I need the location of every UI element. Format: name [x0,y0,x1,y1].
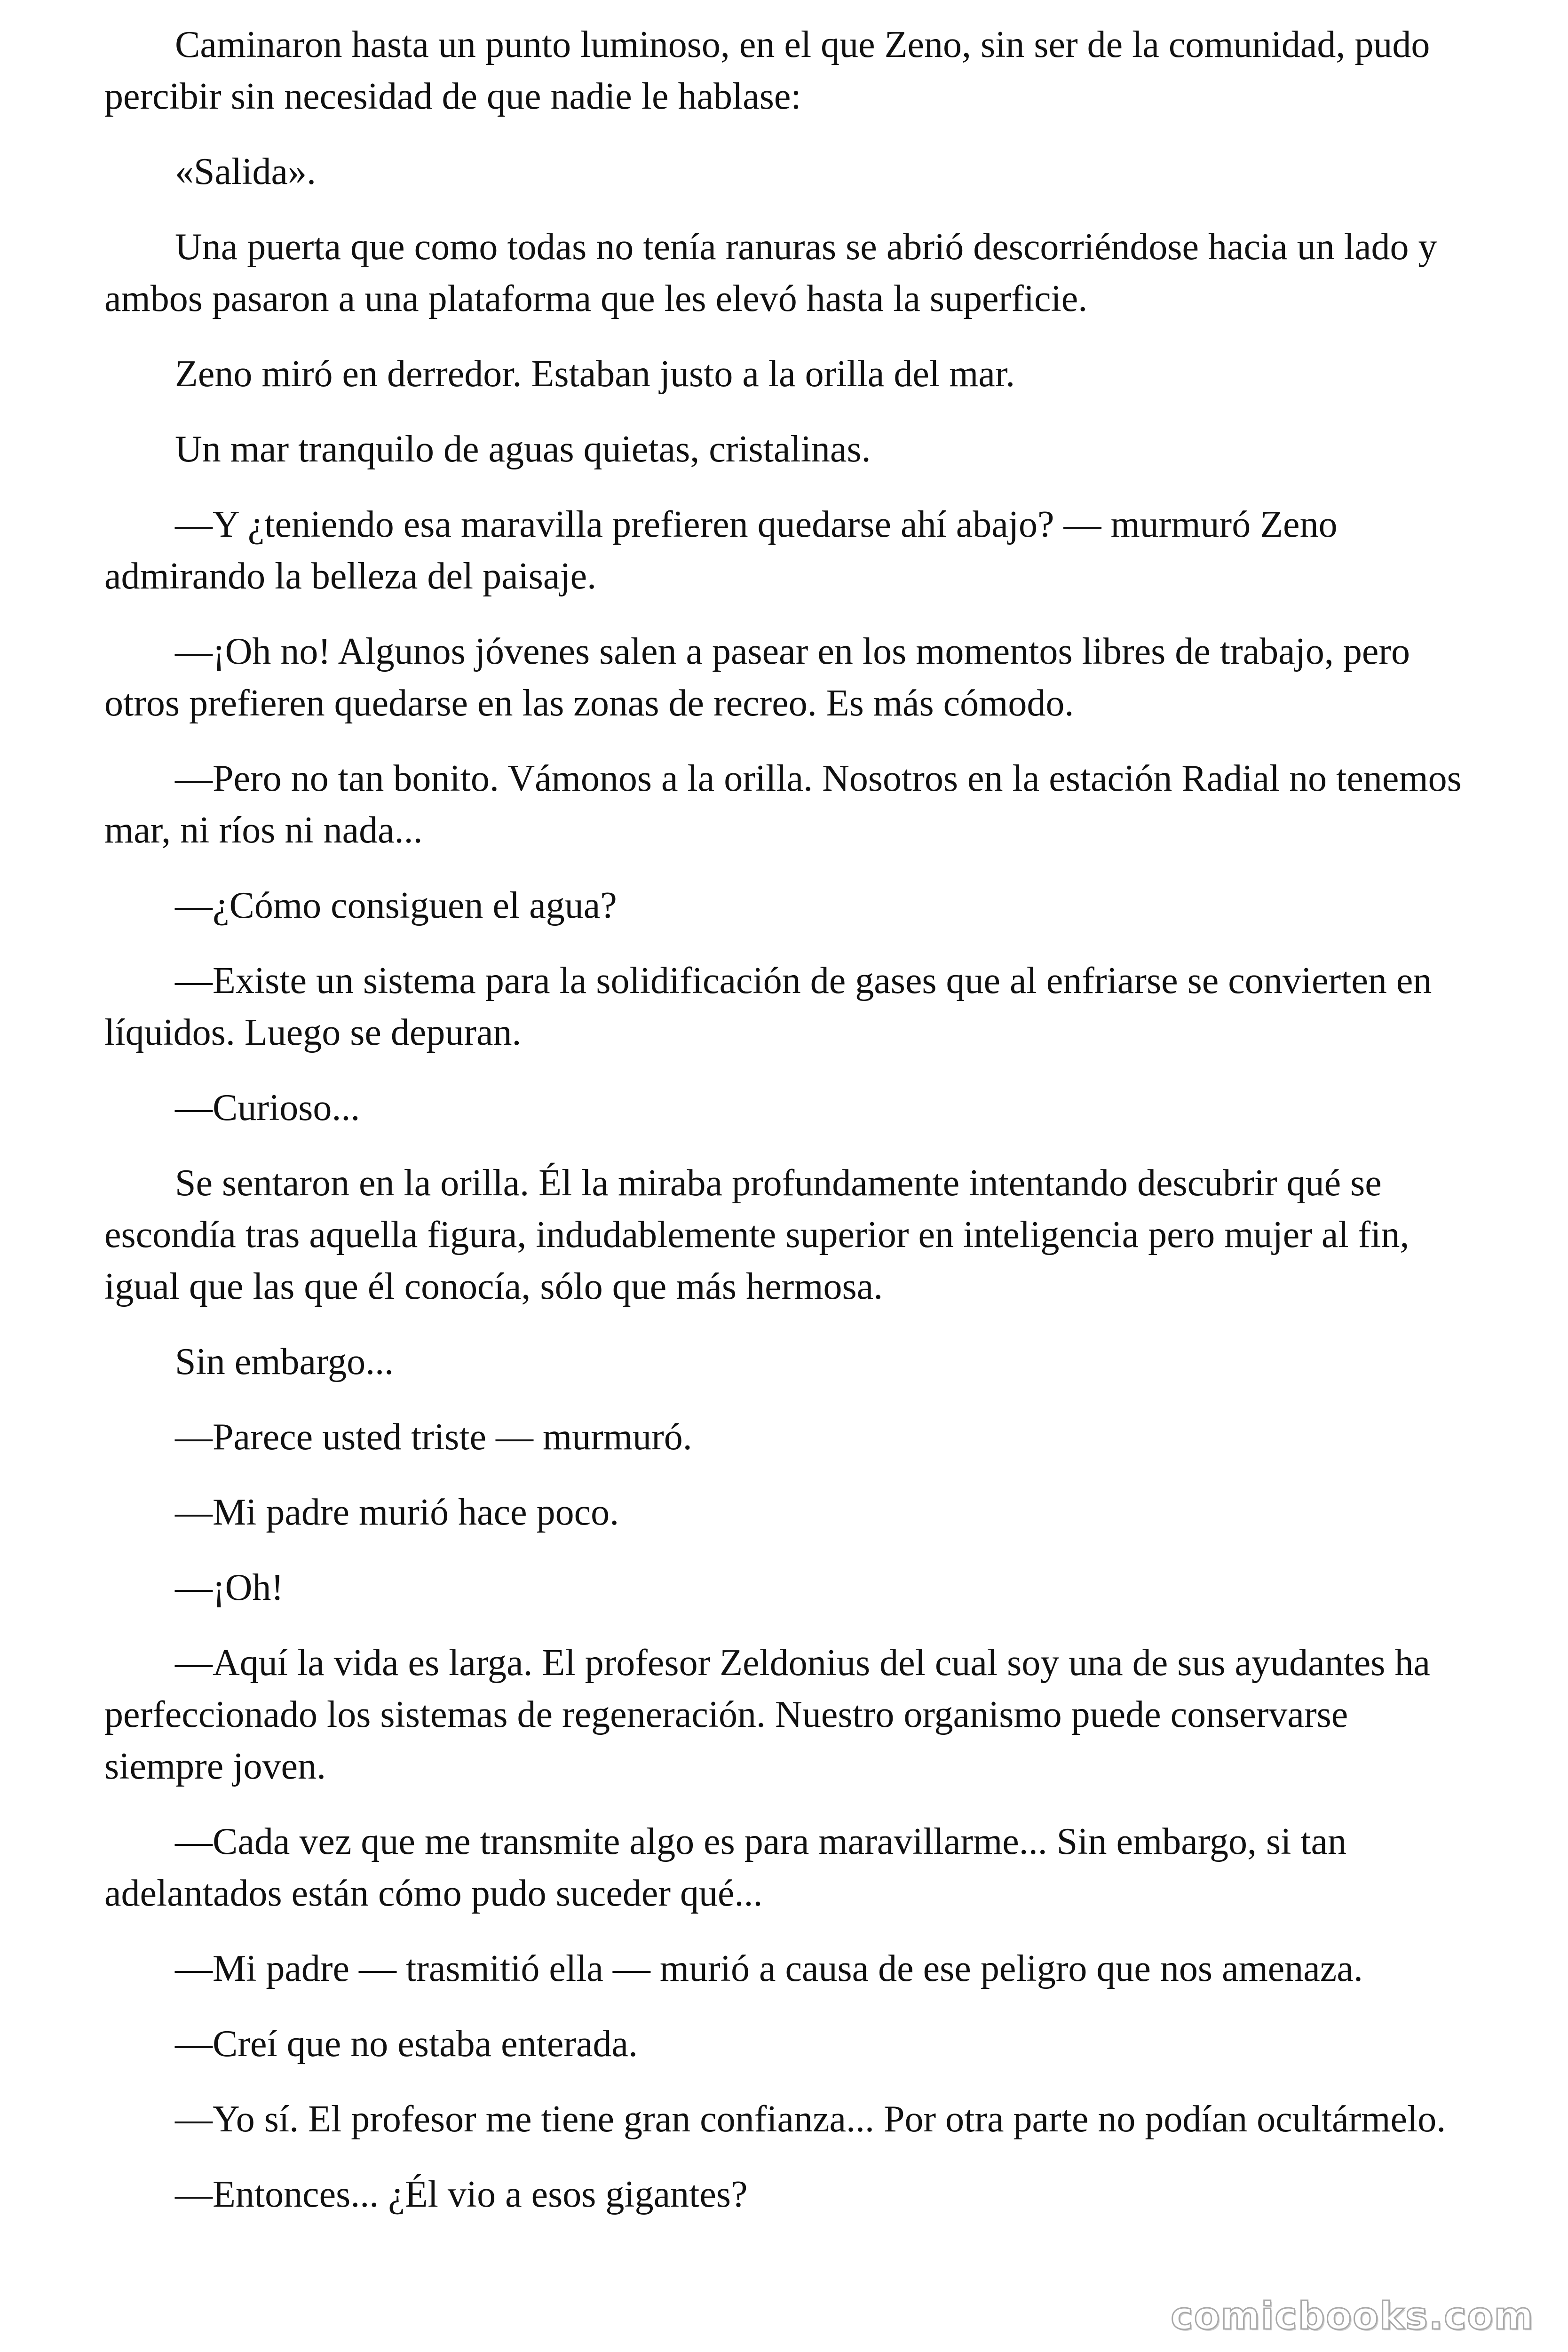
paragraph: Se sentaron en la orilla. Él la miraba profundamente intentando descubrir qué se escondía tras aquella figura, indudablemente superior en inteligencia pero mujer al fin, igual que las que él conocía, sólo que más hermosa. [104,1162,1410,1307]
paragraph: —Y ¿teniendo esa maravilla prefieren quedarse ahí abajo? — murmuró Zeno admirando la belleza del paisaje. [104,504,1338,597]
paragraph: —Mi padre — trasmitió ella — murió a causa de ese peligro que nos amenaza. [175,1948,1363,1989]
page-text [104,19,1468,2244]
paragraph: —Parece usted triste — murmuró. [175,1416,692,1458]
paragraph: —¡Oh! [175,1567,284,1608]
paragraph: —Pero no tan bonito. Vámonos a la orilla. Nosotros en la estación Radial no tenemos mar, ni ríos ni nada... [104,758,1462,851]
paragraph: Caminaron hasta un punto luminoso, en el que Zeno, sin ser de la comunidad, pudo percibir sin necesidad de que nadie le hablase: [104,24,1430,117]
paragraph: —Mi padre murió hace poco. [175,1492,619,1533]
paragraph: —Existe un sistema para la solidificación de gases que al enfriarse se convierten en líquidos. Luego se depuran. [104,960,1432,1053]
paragraph: —Cada vez que me transmite algo es para maravillarme... Sin embargo, si tan adelantados están cómo pudo suceder qué... [104,1821,1347,1914]
paragraph: —Entonces... ¿Él vio a esos gigantes? [175,2174,748,2215]
paragraph: —Yo sí. El profesor me tiene gran confianza... Por otra parte no podían ocultármelo. [175,2098,1446,2140]
paragraph: —Creí que no estaba enterada. [175,2023,638,2065]
paragraph: —¿Cómo consiguen el agua? [175,885,617,926]
watermark: comicbooks.com [1171,2294,1534,2338]
paragraph: —¡Oh no! Algunos jóvenes salen a pasear en los momentos libres de trabajo, pero otros prefieren quedarse en las zonas de recreo. Es más cómodo. [104,631,1410,724]
paragraph: —Aquí la vida es larga. El profesor Zeldonius del cual soy una de sus ayudantes ha perfeccionado los sistemas de regeneración. Nuestro organismo puede conservarse siempre joven. [104,1642,1430,1787]
paragraph: Una puerta que como todas no tenía ranuras se abrió descorriéndose hacia un lado y ambos pasaron a una plataforma que les elevó hasta la superficie. [104,226,1437,319]
paragraph: «Salida». [175,151,316,192]
paragraph: Zeno miró en derredor. Estaban justo a la orilla del mar. [175,353,1015,395]
paragraph: Un mar tranquilo de aguas quietas, cristalinas. [175,429,871,470]
paragraph: —Curioso... [175,1087,360,1128]
paragraph: Sin embargo... [175,1341,394,1383]
